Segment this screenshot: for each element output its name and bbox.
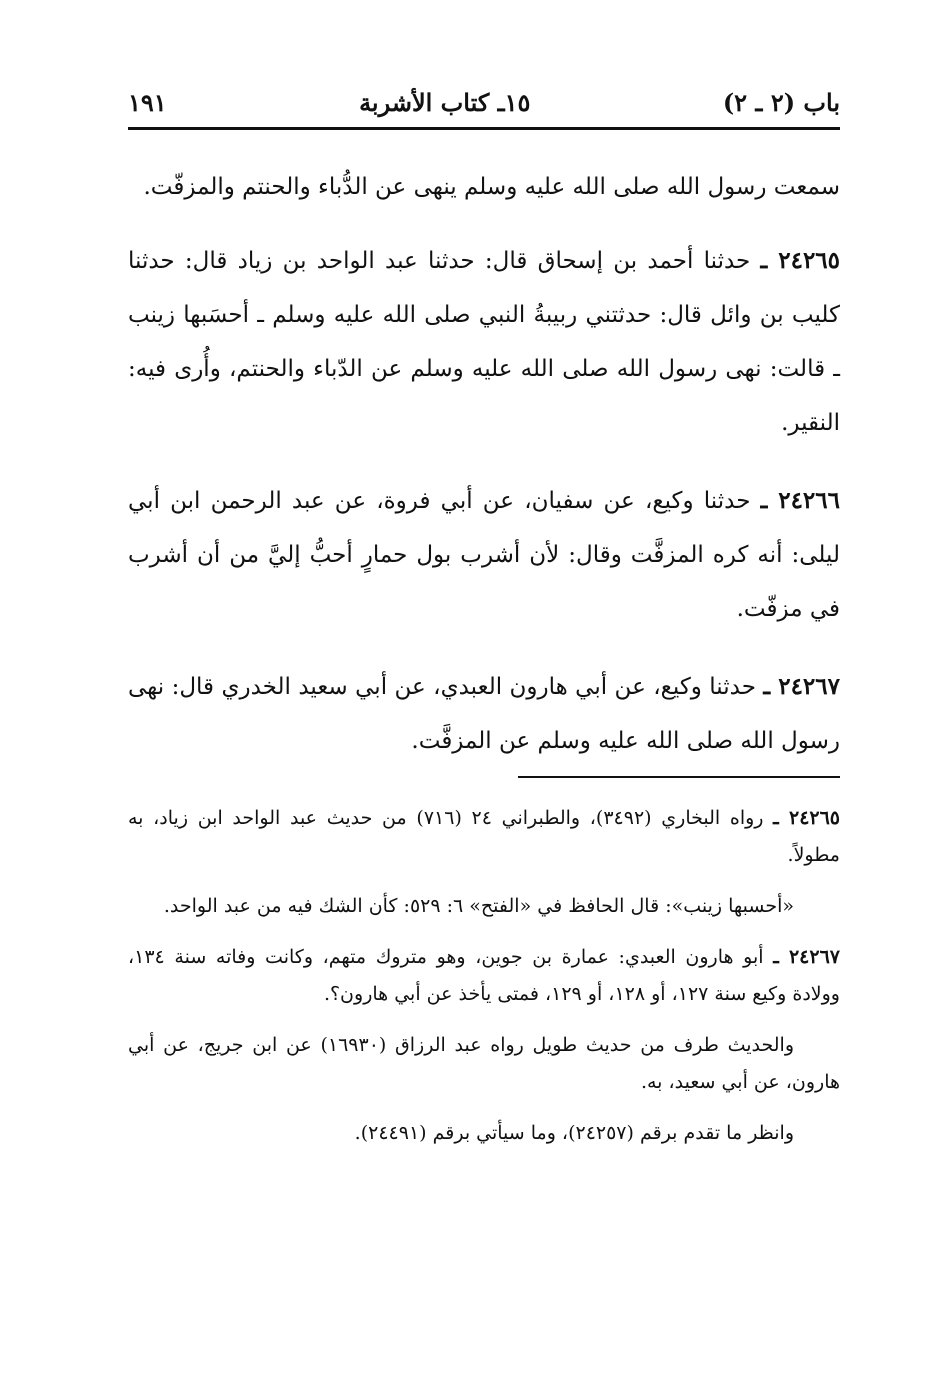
footnote-text: «أحسبها زينب»: قال الحافظ في «الفتح» ٦: ٥٢٩: كأن الشك فيه من عبد الواحد. xyxy=(163,895,794,917)
hadith-number: ٢٤٢٦٥ ـ xyxy=(760,247,841,274)
page-header xyxy=(128,82,840,122)
chapter-label: باب (٢ ـ ٢) xyxy=(722,87,840,117)
hadith-number: ٢٤٢٦٦ ـ xyxy=(760,487,840,514)
footnote-24265 xyxy=(128,800,840,874)
footnote-24267 xyxy=(128,939,840,1013)
hadith-text: حدثنا وكيع، عن أبي هارون العبدي، عن أبي سعيد الخدري قال: نهى رسول الله صلى الله عليه وسلم عن المزفَّت. xyxy=(128,674,840,754)
page-number: ١٩١ xyxy=(128,87,167,117)
hadith-24266 xyxy=(128,474,840,636)
hadith-text: حدثنا أحمد بن إسحاق قال: حدثنا عبد الواحد بن زياد قال: حدثنا كليب بن وائل قال: حدثتني ربيبةُ النبي صلى الله عليه وسلم ـ أحسَبها زينب ـ قالت: نهى رسول الله صلى الله عليه وسلم عن الدّباء والحنتم، وأُرى فيه: النقير. xyxy=(128,248,840,436)
footnote-text: رواه البخاري (٣٤٩٢)، والطبراني ٢٤ (٧١٦) من حديث عبد الواحد ابن زياد، به مطولاً. xyxy=(128,807,840,866)
footnote-remark xyxy=(128,1115,840,1152)
footnote-number: ٢٤٢٦٥ ـ xyxy=(773,807,841,829)
hadith-24265 xyxy=(128,234,840,450)
footnote-number: ٢٤٢٦٧ ـ xyxy=(773,946,840,968)
footnote-remark xyxy=(128,888,840,925)
hadith-24267 xyxy=(128,660,840,768)
book-title: ١٥ـ كتاب الأشربة xyxy=(359,87,531,117)
header-rule xyxy=(128,127,840,130)
main-text xyxy=(128,160,840,792)
footnote-text: وانظر ما تقدم برقم (٢٤٢٥٧)، وما سيأتي برقم (٢٤٤٩١). xyxy=(354,1122,794,1144)
paragraph-continuation xyxy=(128,160,840,214)
footnote-text: والحديث طرف من حديث طويل رواه عبد الرزاق (١٦٩٣٠) عن ابن جريج، عن أبي هارون، عن أبي سعيد، به. xyxy=(128,1034,840,1093)
hadith-text: حدثنا وكيع، عن سفيان، عن أبي فروة، عن عبد الرحمن ابن أبي ليلى: أنه كره المزفَّت وقال: لأن أشرب بول حمارٍ أحبُّ إليَّ من أن أشرب في مزفّت. xyxy=(128,488,840,622)
footnote-text: أبو هارون العبدي: عمارة بن جوين، وهو متروك متهم، وكانت وفاته سنة ١٣٤، وولادة وكيع سنة ١٢٧، أو ١٢٨، أو ١٢٩، فمتى يأخذ عن أبي هارون؟. xyxy=(128,946,840,1005)
hadith-number: ٢٤٢٦٧ ـ xyxy=(763,673,840,700)
footnote-remark xyxy=(128,1027,840,1101)
paragraph-text: سمعت رسول الله صلى الله عليه وسلم ينهى عن الدُّباء والحنتم والمزفّت. xyxy=(143,174,840,200)
footnotes xyxy=(128,800,840,1166)
footnote-separator xyxy=(518,776,840,778)
